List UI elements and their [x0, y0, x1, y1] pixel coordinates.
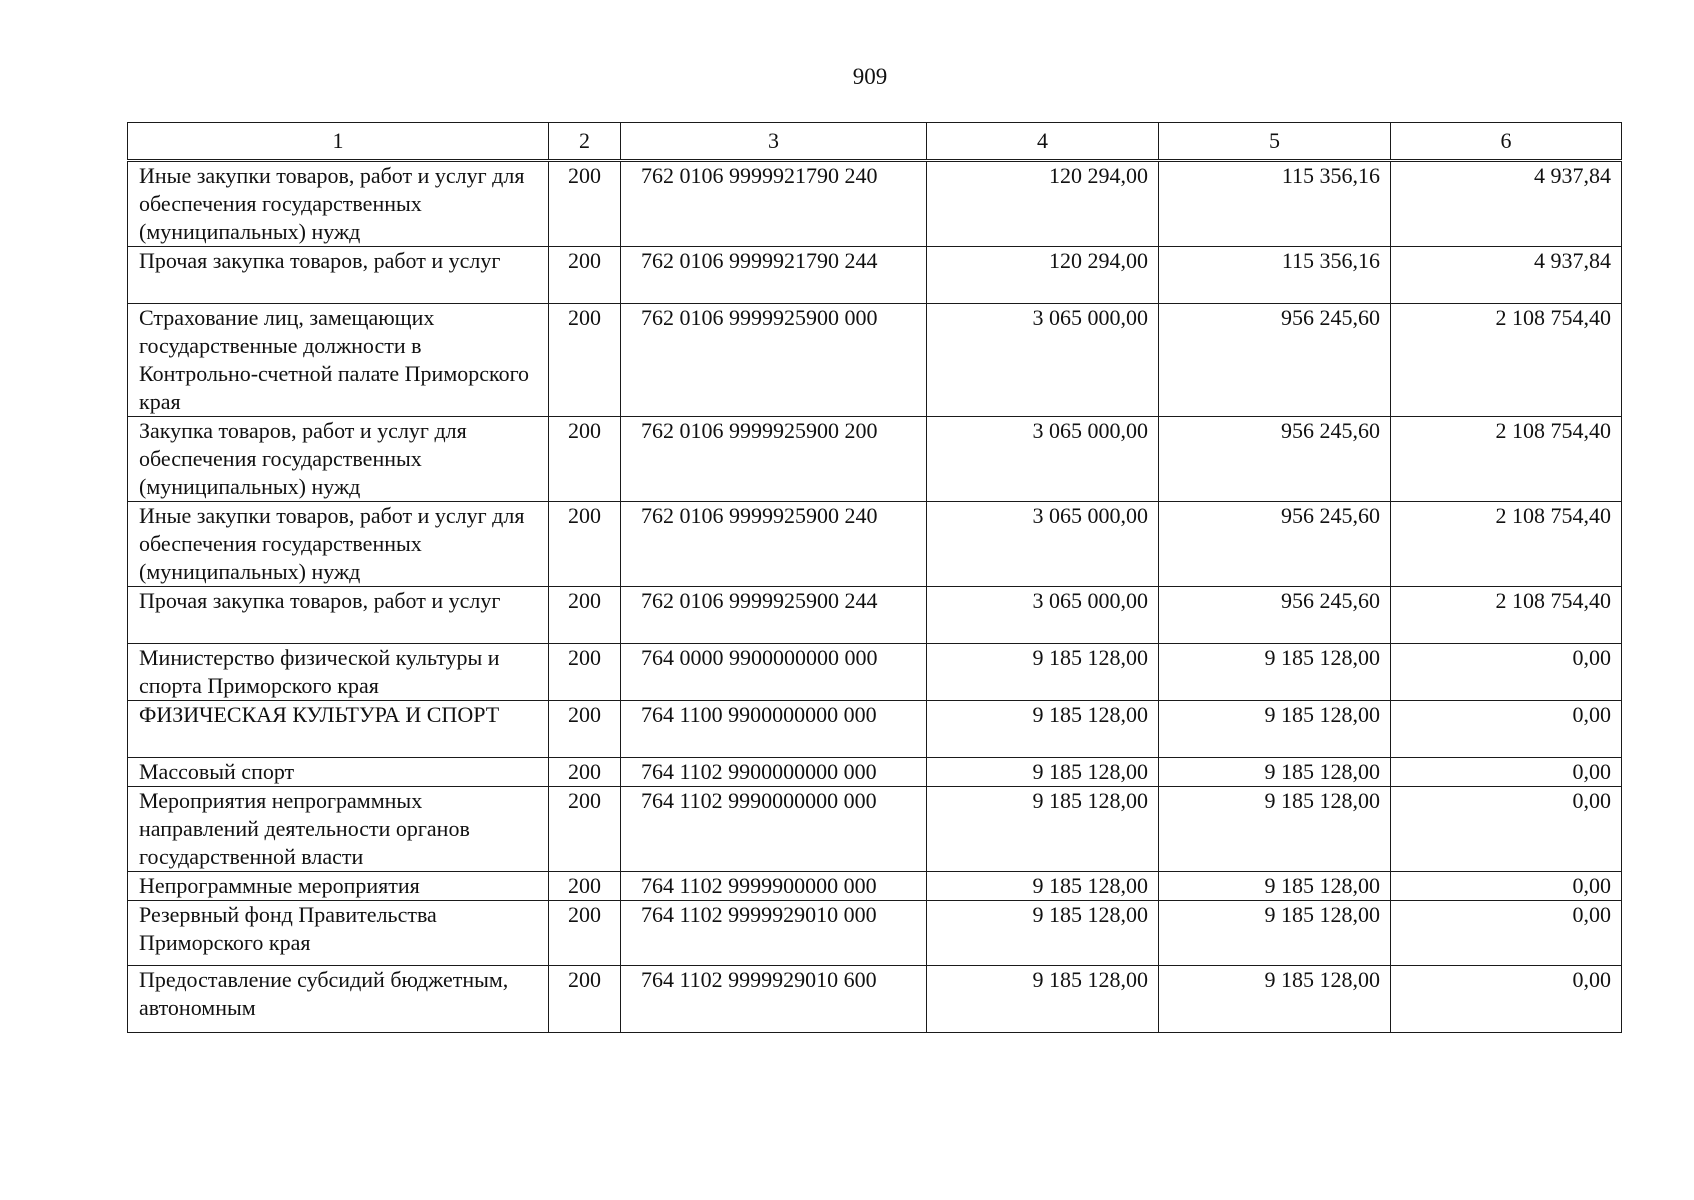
row-col5-cell: 9 185 128,00 [1159, 901, 1391, 966]
row-name-cell: Массовый спорт [128, 758, 549, 787]
row-col5-cell: 9 185 128,00 [1159, 872, 1391, 901]
row-col6-cell: 2 108 754,40 [1391, 587, 1622, 644]
row-kbk-cell: 762 0106 9999925900 244 [621, 587, 927, 644]
row-col4-cell: 9 185 128,00 [927, 901, 1159, 966]
column-header-1: 1 [128, 123, 549, 161]
row-col4-cell: 9 185 128,00 [927, 872, 1159, 901]
row-col5-cell: 956 245,60 [1159, 417, 1391, 502]
row-name-cell: Прочая закупка товаров, работ и услуг [128, 247, 549, 304]
row-kbk-cell: 762 0106 9999921790 244 [621, 247, 927, 304]
table-row [128, 872, 1622, 901]
row-col5-cell: 115 356,16 [1159, 247, 1391, 304]
table-row [128, 701, 1622, 758]
row-col4-cell: 9 185 128,00 [927, 787, 1159, 872]
table-row [128, 644, 1622, 701]
row-name-cell: Прочая закупка товаров, работ и услуг [128, 587, 549, 644]
row-col4-cell: 9 185 128,00 [927, 758, 1159, 787]
row-kbk-cell: 762 0106 9999925900 240 [621, 502, 927, 587]
row-kbk-cell: 764 1102 9999900000 000 [621, 872, 927, 901]
row-name-cell: Закупка товаров, работ и услуг для обеспечения государственных (муниципальных) нужд [128, 417, 549, 502]
column-header-4: 4 [927, 123, 1159, 161]
table-row [128, 758, 1622, 787]
row-code-cell: 200 [549, 966, 621, 1033]
row-col5-cell: 956 245,60 [1159, 304, 1391, 417]
table-row [128, 787, 1622, 872]
row-code-cell: 200 [549, 644, 621, 701]
table-row [128, 417, 1622, 502]
row-code-cell: 200 [549, 247, 621, 304]
row-name-cell: Иные закупки товаров, работ и услуг для обеспечения государственных (муниципальных) нужд [128, 502, 549, 587]
row-col6-cell: 0,00 [1391, 758, 1622, 787]
row-kbk-cell: 764 1102 9990000000 000 [621, 787, 927, 872]
row-col6-cell: 0,00 [1391, 872, 1622, 901]
row-kbk-cell: 764 1102 9999929010 000 [621, 901, 927, 966]
row-col4-cell: 9 185 128,00 [927, 966, 1159, 1033]
row-name-cell: Мероприятия непрограммных направлений деятельности органов государственной власти [128, 787, 549, 872]
row-col6-cell: 2 108 754,40 [1391, 304, 1622, 417]
row-col6-cell: 4 937,84 [1391, 161, 1622, 247]
row-name-cell: Иные закупки товаров, работ и услуг для обеспечения государственных (муниципальных) нужд [128, 161, 549, 247]
row-name-cell: ФИЗИЧЕСКАЯ КУЛЬТУРА И СПОРТ [128, 701, 549, 758]
row-col4-cell: 3 065 000,00 [927, 417, 1159, 502]
row-kbk-cell: 764 1102 9900000000 000 [621, 758, 927, 787]
row-name-cell: Непрограммные мероприятия [128, 872, 549, 901]
row-code-cell: 200 [549, 304, 621, 417]
row-code-cell: 200 [549, 502, 621, 587]
column-header-3: 3 [621, 123, 927, 161]
row-kbk-cell: 762 0106 9999921790 240 [621, 161, 927, 247]
table-row [128, 161, 1622, 247]
table-row [128, 304, 1622, 417]
row-col4-cell: 3 065 000,00 [927, 304, 1159, 417]
row-code-cell: 200 [549, 701, 621, 758]
page-number: 909 [852, 64, 888, 89]
row-code-cell: 200 [549, 901, 621, 966]
row-col5-cell: 956 245,60 [1159, 502, 1391, 587]
row-col4-cell: 120 294,00 [927, 161, 1159, 247]
row-code-cell: 200 [549, 417, 621, 502]
row-code-cell: 200 [549, 161, 621, 247]
row-col6-cell: 2 108 754,40 [1391, 502, 1622, 587]
row-code-cell: 200 [549, 872, 621, 901]
row-col6-cell: 4 937,84 [1391, 247, 1622, 304]
row-col4-cell: 3 065 000,00 [927, 587, 1159, 644]
row-col6-cell: 0,00 [1391, 966, 1622, 1033]
row-col4-cell: 3 065 000,00 [927, 502, 1159, 587]
table-row [128, 587, 1622, 644]
table-row [128, 247, 1622, 304]
row-col5-cell: 9 185 128,00 [1159, 644, 1391, 701]
row-col6-cell: 0,00 [1391, 644, 1622, 701]
row-col5-cell: 956 245,60 [1159, 587, 1391, 644]
budget-table [127, 122, 1622, 1033]
column-header-2: 2 [549, 123, 621, 161]
row-col5-cell: 115 356,16 [1159, 161, 1391, 247]
row-col5-cell: 9 185 128,00 [1159, 758, 1391, 787]
row-name-cell: Предоставление субсидий бюджетным, автономным [128, 966, 549, 1033]
table-row [128, 966, 1622, 1033]
row-code-cell: 200 [549, 587, 621, 644]
table-row [128, 502, 1622, 587]
table-header-row [128, 123, 1622, 161]
row-name-cell: Резервный фонд Правительства Приморского края [128, 901, 549, 966]
row-col6-cell: 0,00 [1391, 901, 1622, 966]
row-name-cell: Страхование лиц, замещающих государственные должности в Контрольно-счетной палате Приморского края [128, 304, 549, 417]
row-col6-cell: 0,00 [1391, 787, 1622, 872]
column-header-5: 5 [1159, 123, 1391, 161]
row-col4-cell: 9 185 128,00 [927, 701, 1159, 758]
row-col5-cell: 9 185 128,00 [1159, 787, 1391, 872]
row-kbk-cell: 764 0000 9900000000 000 [621, 644, 927, 701]
row-kbk-cell: 764 1102 9999929010 600 [621, 966, 927, 1033]
row-col6-cell: 2 108 754,40 [1391, 417, 1622, 502]
table-row [128, 901, 1622, 966]
row-col6-cell: 0,00 [1391, 701, 1622, 758]
row-col4-cell: 120 294,00 [927, 247, 1159, 304]
row-col4-cell: 9 185 128,00 [927, 644, 1159, 701]
row-kbk-cell: 764 1100 9900000000 000 [621, 701, 927, 758]
row-kbk-cell: 762 0106 9999925900 000 [621, 304, 927, 417]
row-code-cell: 200 [549, 758, 621, 787]
row-code-cell: 200 [549, 787, 621, 872]
row-col5-cell: 9 185 128,00 [1159, 966, 1391, 1033]
column-header-6: 6 [1391, 123, 1622, 161]
row-col5-cell: 9 185 128,00 [1159, 701, 1391, 758]
row-name-cell: Министерство физической культуры и спорта Приморского края [128, 644, 549, 701]
row-kbk-cell: 762 0106 9999925900 200 [621, 417, 927, 502]
